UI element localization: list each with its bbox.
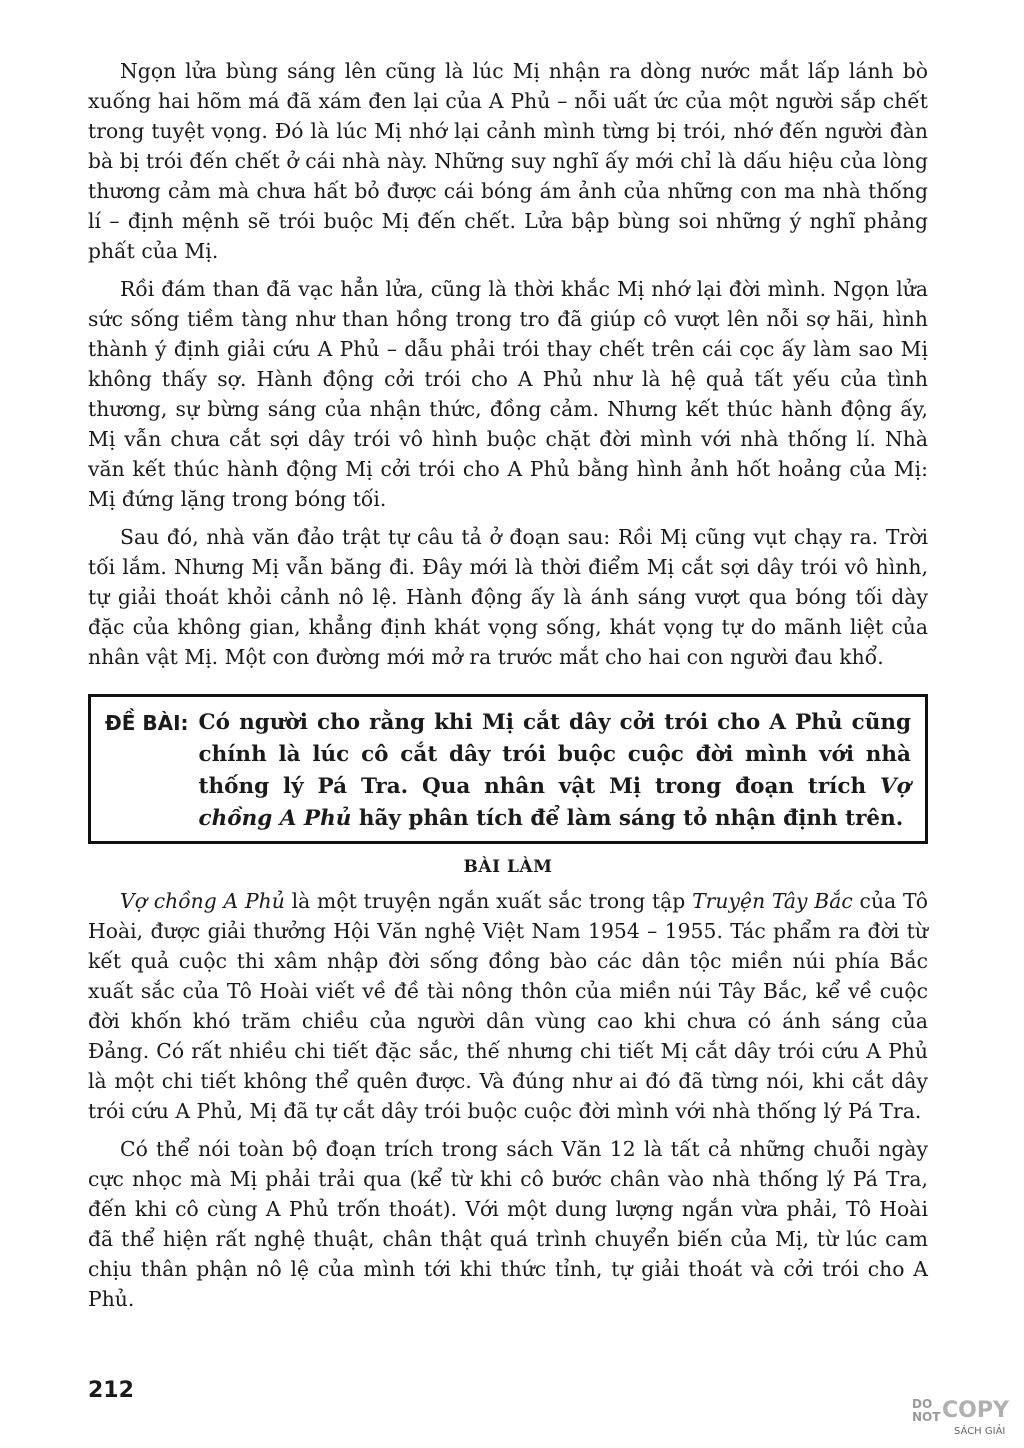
answer-work-title: Vợ chồng A Phủ bbox=[120, 889, 285, 913]
answer-p1-text-1: là một truyện ngắn xuất sắc trong tập bbox=[284, 889, 693, 913]
watermark-not: NOT bbox=[912, 1410, 941, 1424]
page-content bbox=[88, 56, 928, 1322]
answer-p1-text-2: của Tô Hoài, được giải thưởng Hội Văn nghệ Việt Nam 1954 – 1955. Tác phẩm ra đời từ kết quả cuộc thi xâm nhập đời sống đồng bào các dân tộc miền núi phía Bắc xuất sắc của Tô Hoài viết về đề tài nông thôn của miền núi Tây Bắc, kể về cuộc đời khốn khó trăm chiều của người dân vùng cao khi chưa có ánh sáng của Đảng. Có rất nhiều chi tiết đặc sắc, thế nhưng chi tiết Mị cắt dây trói cứu A Phủ là một chi tiết không thể quên được. Và đúng như ai đó đã từng nói, khi cắt dây trói cứu A Phủ, Mị đã tự cắt dây trói buộc cuộc đời mình với nhà thống lý Pá Tra. bbox=[88, 889, 928, 1123]
essay-prompt-box bbox=[88, 694, 928, 844]
prompt-text-part-2: hãy phân tích để làm sáng tỏ nhận định trên. bbox=[351, 806, 904, 831]
answer-heading: BÀI LÀM bbox=[463, 857, 553, 877]
prompt-label: ĐỀ BÀI: bbox=[105, 711, 189, 735]
prompt-text bbox=[199, 707, 911, 835]
watermark-copy: COPY bbox=[942, 1398, 1009, 1423]
paragraph-embers: Rồi đám than đã vạc hẳn lửa, cũng là thời khắc Mị nhớ lại đời mình. Ngọn lửa sức sống tiềm tàng như than hồng trong tro đã giúp cô vượt lên nỗi sợ hãi, hình thành ý định giải cứu A Phủ – dẫu phải trói thay chết trên cái cọc ấy làm sao Mị không thấy sợ. Hành động cởi trói cho A Phủ như là hệ quả tất yếu của tình thương, sự bừng sáng của nhận thức, đồng cảm. Nhưng kết thúc hành động ấy, Mị vẫn chưa cắt sợi dây trói vô hình buộc chặt đời mình với nhà thống lí. Nhà văn kết thúc hành động Mị cởi trói cho A Phủ bằng hình ảnh hốt hoảng của Mị: Mị đứng lặng trong bóng tối. bbox=[88, 277, 928, 511]
watermark-do: DO bbox=[912, 1397, 933, 1411]
prompt-text-part-1: Có người cho rằng khi Mị cắt dây cởi trói cho A Phủ cũng chính là lúc cô cắt dây trói buộc cuộc đời mình với nhà thống lý Pá Tra. Qua nhân vật Mị trong đoạn trích bbox=[198, 710, 911, 799]
answer-paragraph-1 bbox=[88, 886, 928, 1126]
answer-collection-title: Truyện Tây Bắc bbox=[692, 889, 853, 913]
watermark-brand: SÁCH GIẢI bbox=[954, 1426, 1006, 1437]
answer-paragraph-2: Có thể nói toàn bộ đoạn trích trong sách Văn 12 là tất cả những chuỗi ngày cực nhọc mà Mị phải trải qua (kể từ khi cô bước chân vào nhà thống lý Pá Tra, đến khi cô cùng A Phủ trốn thoát). Với một dung lượng ngắn vừa phải, Tô Hoài đã thể hiện rất nghệ thuật, chân thật quá trình chuyển biến của Mị, từ lúc cam chịu thân phận nô lệ của mình tới khi thức tỉnh, tự giải thoát và cởi trói cho A Phủ. bbox=[88, 1137, 928, 1311]
watermark-logo bbox=[912, 1398, 1012, 1442]
prompt-work-title: Vợ chồng A Phủ bbox=[198, 774, 911, 831]
paragraph-escape: Sau đó, nhà văn đảo trật tự câu tả ở đoạn sau: Rồi Mị cũng vụt chạy ra. Trời tối lắm. Nhưng Mị vẫn băng đi. Đây mới là thời điểm Mị cắt sợi dây trói vô hình, tự giải thoát khỏi cảnh nô lệ. Hành động ấy là ánh sáng vượt qua bóng tối dày đặc của không gian, khẳng định khát vọng sống, khát vọng tự do mãnh liệt của nhân vật Mị. Một con đường mới mở ra trước mắt cho hai con người đau khổ. bbox=[88, 525, 928, 669]
page-number: 212 bbox=[88, 1378, 134, 1403]
paragraph-fire-tears: Ngọn lửa bùng sáng lên cũng là lúc Mị nhận ra dòng nước mắt lấp lánh bò xuống hai hõm má đã xám đen lại của A Phủ – nỗi uất ức của một người sắp chết trong tuyệt vọng. Đó là lúc Mị nhớ lại cảnh mình từng bị trói, nhớ đến người đàn bà bị trói đến chết ở cái nhà này. Những suy nghĩ ấy mới chỉ là dấu hiệu của lòng thương cảm mà chưa hất bỏ được cái bóng ám ảnh của những con ma nhà thống lí – định mệnh sẽ trói buộc Mị đến chết. Lửa bập bùng soi những ý nghĩ phảng phất của Mị. bbox=[88, 59, 928, 263]
